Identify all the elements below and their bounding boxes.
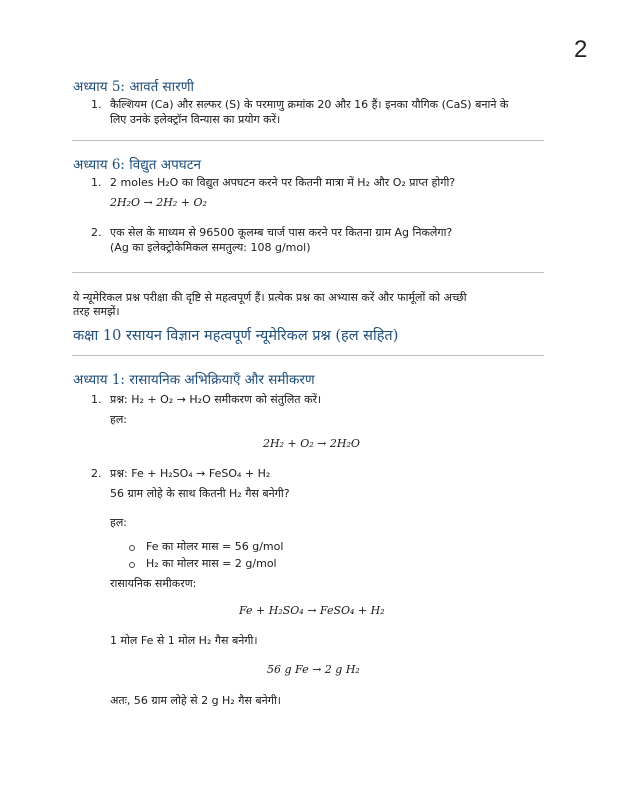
bullet-icon: [129, 545, 135, 551]
divider: [72, 272, 544, 273]
ch1-question-2-line-2: 56 ग्राम लोहे के साथ कितनी H₂ गैस बनेगी?: [110, 487, 290, 500]
chapter-6-heading: अध्याय 6: विद्युत अपघटन: [73, 157, 202, 173]
ch6-question-1-equation: 2H₂O → 2H₂ + O₂: [110, 196, 207, 209]
ch5-question-1-number: 1.: [91, 98, 102, 111]
ch1-question-1-balanced-equation: 2H₂ + O₂ → 2H₂O: [263, 437, 360, 450]
ch1-question-1-number: 1.: [91, 393, 102, 406]
bullet-fe-molar-mass: Fe का मोलर मास = 56 g/mol: [146, 540, 284, 553]
note-line-1: ये न्यूमेरिकल प्रश्न परीक्षा की दृष्टि से महत्वपूर्ण हैं। प्रत्येक प्रश्न का अभ्यास करें और फार्मूलों को अच्छी: [73, 291, 467, 304]
ch1-question-2-solution-label: हल:: [110, 516, 128, 529]
divider: [72, 355, 544, 356]
bullet-icon: [129, 562, 135, 568]
mass-equation: 56 g Fe → 2 g H₂: [267, 663, 360, 676]
page-number: 2: [574, 36, 588, 63]
note-line-2: तरह समझें।: [73, 305, 120, 318]
chemical-equation-label: रासायनिक समीकरण:: [110, 577, 197, 590]
chapter-1-heading: अध्याय 1: रासायनिक अभिक्रियाएँ और समीकरण: [73, 372, 315, 388]
ch1-question-2-number: 2.: [91, 467, 102, 480]
mole-ratio-text: 1 मोल Fe से 1 मोल H₂ गैस बनेगी।: [110, 634, 258, 647]
class10-title: कक्षा 10 रसायन विज्ञान महत्वपूर्ण न्यूमेरिकल प्रश्न (हल सहित): [73, 328, 399, 344]
ch6-question-2-number: 2.: [91, 226, 102, 239]
ch6-question-1-text: 2 moles H₂O का विद्युत अपघटन करने पर कितनी मात्रा में H₂ और O₂ प्राप्त होगी?: [110, 176, 456, 189]
bullet-h2-molar-mass: H₂ का मोलर मास = 2 g/mol: [146, 557, 277, 570]
ch5-question-1-line-1: कैल्शियम (Ca) और सल्फर (S) के परमाणु क्रमांक 20 और 16 हैं। इनका यौगिक (CaS) बनाने के: [110, 98, 509, 111]
ch5-question-1-line-2: लिए उनके इलेक्ट्रॉन विन्यास का प्रयोग करें।: [110, 113, 281, 126]
ch6-question-2-line-2: (Ag का इलेक्ट्रोकेमिकल समतुल्य: 108 g/mol): [110, 241, 311, 254]
chapter-5-heading: अध्याय 5: आवर्त सारणी: [73, 79, 194, 95]
ch6-question-1-number: 1.: [91, 176, 102, 189]
conclusion-text: अतः, 56 ग्राम लोहे से 2 g H₂ गैस बनेगी।: [110, 694, 281, 707]
divider: [72, 140, 544, 141]
chemical-equation: Fe + H₂SO₄ → FeSO₄ + H₂: [239, 604, 385, 617]
ch1-question-1-text: प्रश्न: H₂ + O₂ → H₂O समीकरण को संतुलित करें।: [110, 393, 322, 406]
ch6-question-2-line-1: एक सेल के माध्यम से 96500 कूलम्ब चार्ज पास करने पर कितना ग्राम Ag निकलेगा?: [110, 226, 453, 239]
ch1-question-2-text: प्रश्न: Fe + H₂SO₄ → FeSO₄ + H₂: [110, 467, 271, 480]
ch1-question-1-solution-label: हल:: [110, 413, 128, 426]
